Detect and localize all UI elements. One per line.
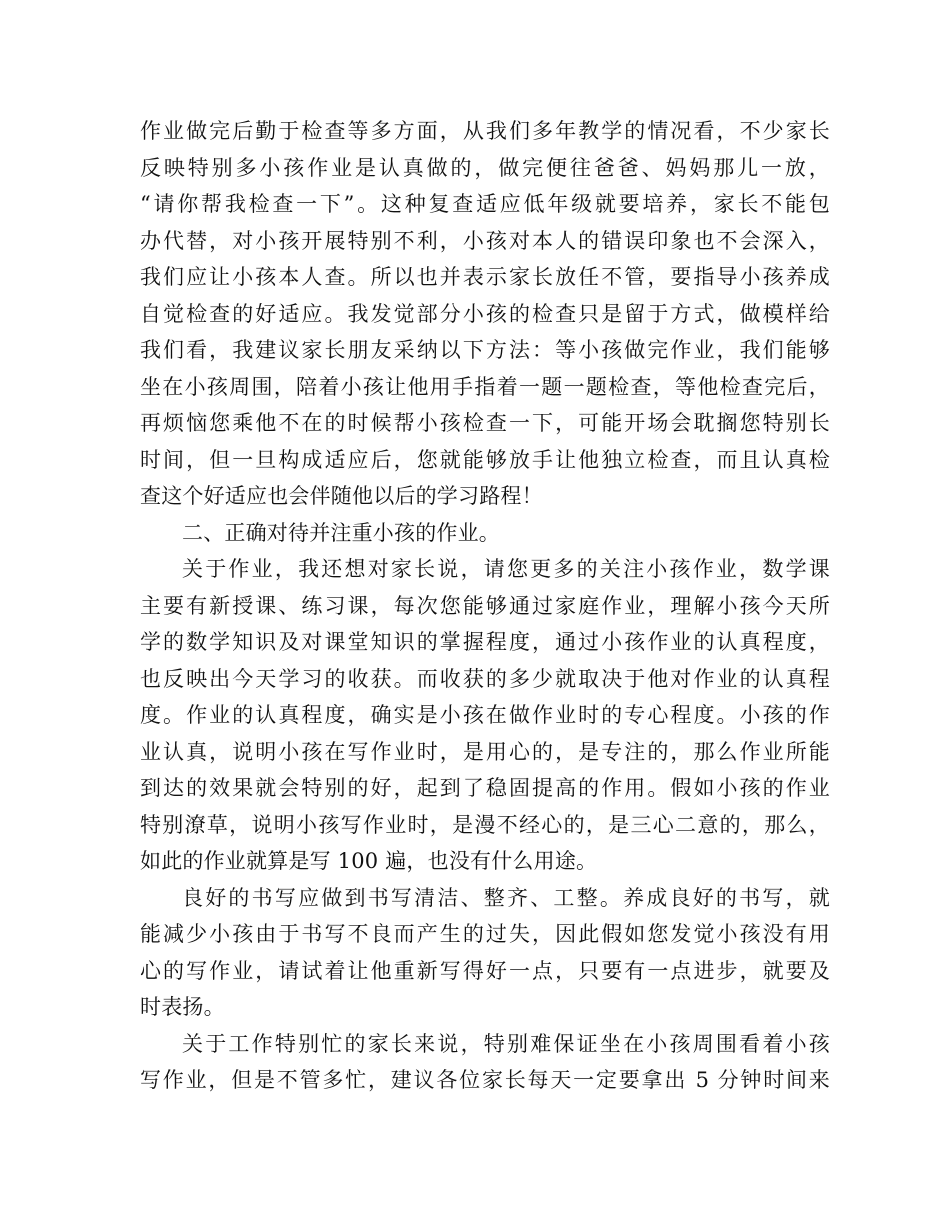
- text-line: 我们应让小孩本人查。所以也并表示家长放任不管，要指导小孩养成: [140, 265, 830, 289]
- text-line: 写作业，但是不管多忙，建议各位家长每天一定要拿出 5 分钟时间来: [140, 1068, 830, 1092]
- text-line: 特别潦草，说明小孩写作业时，是漫不经心的，是三心二意的，那么，: [140, 812, 830, 837]
- text-line: 办代替，对小孩开展特别不利，小孩对本人的错误印象也不会深入，: [140, 228, 830, 253]
- text-line: 学的数学知识及对课堂知识的掌握程度，通过小孩作业的认真程度，: [140, 630, 830, 654]
- text-line: 坐在小孩周围，陪着小孩让他用手指着一题一题检查，等他检查完后，: [140, 374, 830, 399]
- text-line: 作业做完后勤于检查等多方面，从我们多年教学的情况看，不少家长: [140, 119, 830, 143]
- paragraph-busy-parents: [140, 1026, 830, 1099]
- text-line: 如此的作业就算是写 100 遍，也没有什么用途。: [140, 849, 598, 873]
- text-line: 再烦恼您乘他不在的时候帮小孩检查一下，可能开场会耽搁您特别长: [140, 411, 830, 435]
- text-line: 关于工作特别忙的家长来说，特别难保证坐在小孩周围看着小孩: [182, 1031, 830, 1056]
- text-line: 业认真，说明小孩在写作业时，是用心的，是专注的，那么作业所能: [140, 739, 830, 764]
- text-line: 反映特别多小孩作业是认真做的，做完便往爸爸、妈妈那儿一放，: [140, 155, 830, 180]
- text-line: 时间，但一旦构成适应后，您就能够放手让他独立检查，而且认真检: [140, 447, 830, 472]
- paragraph-homework-checking: [140, 113, 830, 515]
- paragraph-homework-attention: [140, 551, 830, 880]
- document-body: [140, 113, 830, 1099]
- text-line: 关于作业，我还想对家长说，请您更多的关注小孩作业，数学课: [182, 557, 830, 581]
- text-line: 到达的效果就会特别的好，起到了稳固提高的作用。假如小孩的作业: [140, 776, 830, 800]
- text-line: 良好的书写应做到书写清洁、整齐、工整。养成良好的书写，就: [182, 885, 830, 910]
- text-line: 心的写作业，请试着让他重新写得好一点，只要有一点进步，就要及: [140, 958, 830, 983]
- text-line: 主要有新授课、练习课，每次您能够通过家庭作业，理解小孩今天所: [140, 593, 830, 618]
- text-line: 度。作业的认真程度，确实是小孩在做作业时的专心程度。小孩的作: [140, 703, 830, 727]
- paragraph-handwriting: [140, 880, 830, 1026]
- text-line: 自觉检查的好适应。我发觉部分小孩的检查只是留于方式，做模样给: [140, 301, 830, 326]
- text-line: 也反映出今天学习的收获。而收获的多少就取决于他对作业的认真程: [140, 666, 830, 691]
- text-line: “请你帮我检查一下”。这种复查适应低年级就要培养，家长不能包: [140, 192, 830, 216]
- text-line: 我们看，我建议家长朋友采纳以下方法：等小孩做完作业，我们能够: [140, 338, 830, 362]
- text-line: 时表扬。: [140, 995, 225, 1019]
- heading-text: 二、正确对待并注重小孩的作业。: [182, 520, 500, 545]
- section-heading-2: [140, 515, 830, 552]
- text-line: 能减少小孩由于书写不良而产生的过失，因此假如您发觉小孩没有用: [140, 922, 830, 946]
- text-line: 查这个好适应也会伴随他以后的学习路程！: [140, 484, 543, 508]
